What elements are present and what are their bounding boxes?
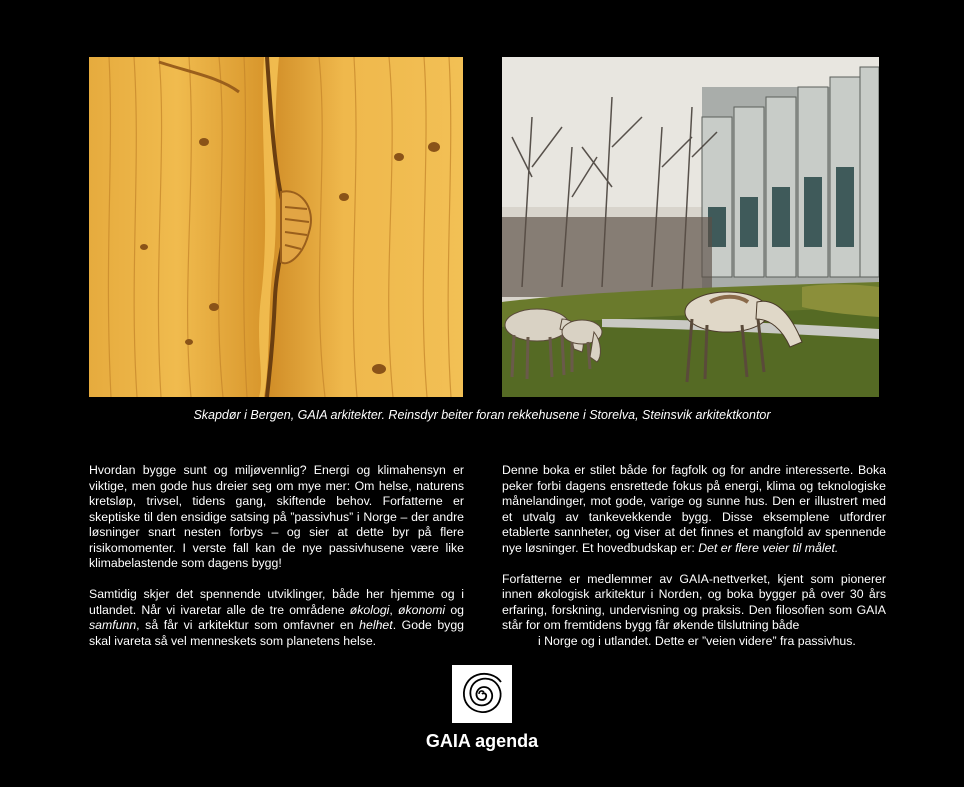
spiral-logo-icon [452,665,512,723]
left-paragraph-1: Hvordan bygge sunt og miljøvennlig? Energi og klimahensyn er viktige, men gode hus dreier seg om mye mer: Om helse, naturens kretsløp, trivsel, tidens gang, skiftende behov. Forfatterne er skeptiske til den ensidige satsing på ”passivhus” i Norge – der andre løsninger snart nesten forbys – og sier at dette byr på flere risikomomenter. I verste fall kan de nye passivhusene være like klimabelastende som dagens bygg! [89,463,464,570]
reindeer-photo [502,57,879,397]
right-paragraph-1: Denne boka er stilet både for fagfolk og for andre interesserte. Boka peker forbi dagens ensrettede fokus på energi, klima og teknologiske månelandinger, mot gode, varige og sunne hus. Den er illustrert med et utvalg av tankevekkende bygg. Disse eksemplene utfordrer etablerte sannheter, og viser at det finnes et mangfold av spennende nye løsninger. Et hovedbudskap er: Det er flere veier til målet. [502,463,886,555]
gaia-logo [452,665,512,723]
brand-title: GAIA agenda [425,731,539,751]
left-paragraph-2: Samtidig skjer det spennende utviklinger, både her hjemme og i utlandet. Når vi ivaretar alle de tre områdene økologi, økonomi og samfunn, så får vi arkitektur som omfavner en helhet. Gode bygg skal ivareta så vel menneskets som planetens helse. [89,587,465,648]
right-paragraph-2: Forfatterne er medlemmer av GAIA-nettverket, kjent som pionerer innen økologisk arkitektur i Norden, og boka bygger på over 30 års erfaring, forskning, undervisning og praksis. Den filosofien som GAIA står for om fremtidens bygg får økende tilslutning både i Norge og i utlandet. Dette er ”veien videre” fra passivhus. [502,571,886,648]
reindeer-houses-image [502,57,879,397]
left-column [89,463,464,665]
carved-door-image [89,57,463,397]
right-column [502,463,886,665]
door-photo [89,57,463,397]
photo-caption: Skapdør i Bergen, GAIA arkitekter. Reinsdyr beiter foran rekkehusene i Storelva, Steinsvik arkitektkontor [193,408,771,422]
